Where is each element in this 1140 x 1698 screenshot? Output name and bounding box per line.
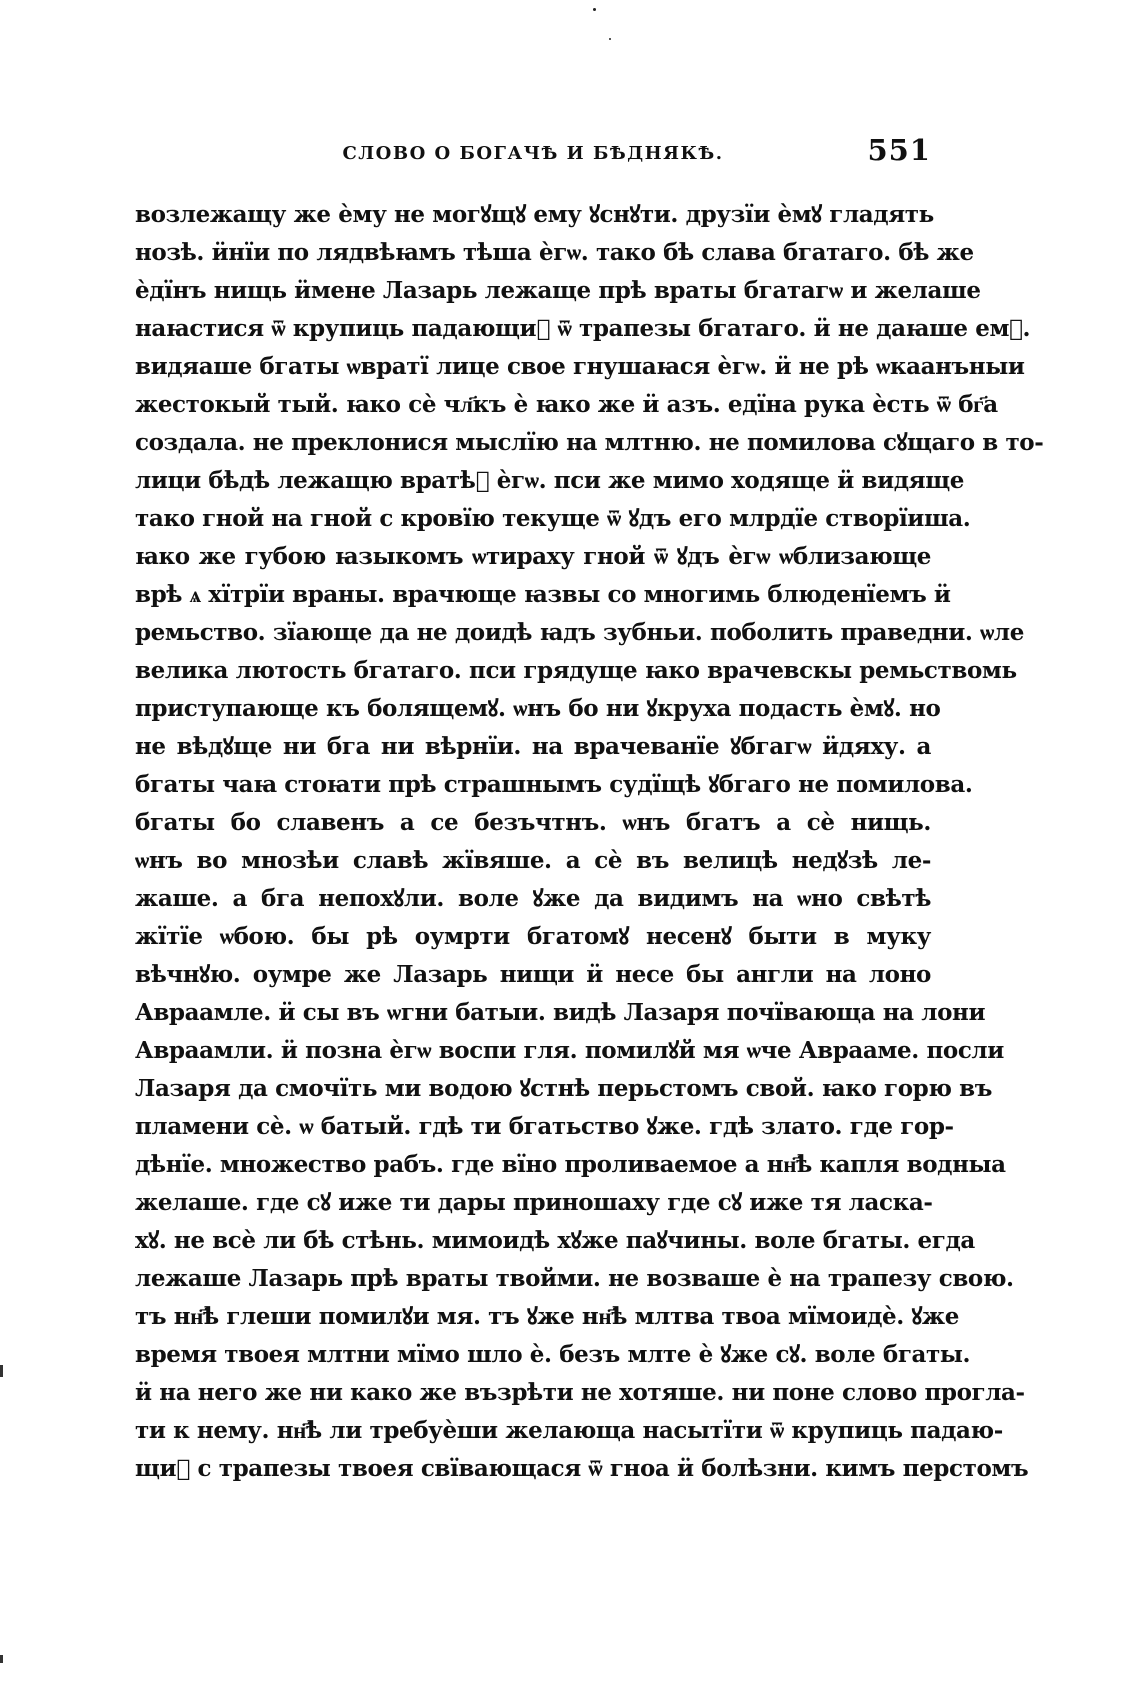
- body-text: [135, 196, 1044, 1488]
- text-line: жаше. а бга непохꙋли. воле ꙋже да видимъ на ѡно свѣтѣ: [135, 885, 931, 912]
- text-line: врѣ ѧ хїтрїи враны. врачюще ꙗзвы со многимь блюденїемъ ӥ: [135, 581, 951, 608]
- text-line: вѣчнꙋю. оумре же Лазарь нищи ӥ несе бы англи на лоно: [135, 961, 931, 988]
- scan-speck: [593, 8, 596, 11]
- text-line: тъ нн҃ѣ глеши помилꙋи мя. тъ ꙋже нн҃ѣ млтва твоа мїмоидѐ. ꙋже: [135, 1303, 959, 1330]
- text-line: тако гной на гной с кровїю текуще ѿ ꙋдъ его млрдїе створїиша.: [135, 505, 971, 532]
- text-line: велика лютость бгатаго. пси грядуще ꙗко врачевскы ремьствомь: [135, 657, 1017, 684]
- text-line: хꙋ. не всѐ ли бѣ стѣнь. мимоидѣ хꙋже паꙋчины. воле бгаты. егда: [135, 1227, 975, 1254]
- text-line: возлежащу же ѐму не могꙋщꙋ ему ꙋснꙋти. друзїи ѐмꙋ гладять: [135, 201, 934, 228]
- text-line: ѐдїнъ нищь ӥмене Лазарь лежаще прѣ враты бгатагѡ и желаше: [135, 277, 981, 304]
- text-line: бгаты бо славенъ а се безъчтнъ. ѡнъ бгатъ а сѐ нищь.: [135, 809, 931, 836]
- text-line: ти к нему. нн҃ѣ ли требуѐши желающа насытїти ѿ крупиць падаю-: [135, 1417, 1003, 1444]
- text-line: пламени сѐ. ѡ батый. гдѣ ти бгатьство ꙋже. гдѣ злато. где гор-: [135, 1113, 954, 1140]
- text-line: лици бѣдѣ лежащю вратѣⷯ ѐгѡ. пси же мимо ходяще ӥ видяще: [135, 467, 964, 494]
- text-line: Лазаря да смочїть ми водою ꙋстнѣ перьстомъ свой. ꙗко горю въ: [135, 1075, 992, 1102]
- scan-edge-mark: [0, 1655, 3, 1663]
- text-line: Авраамле. ӥ сы въ ѡгни батыи. видѣ Лазаря почївающа на лони: [135, 999, 986, 1026]
- text-line: создала. не преклонися мыслїю на млтню. не помилова сꙋщаго в то-: [135, 429, 1044, 456]
- text-line: видяаше бгаты ѡвратї лице свое гнушаꙗся ѐгѡ. ӥ не рѣ ѡкаанъныи: [135, 353, 1025, 380]
- text-line: жїтїе ѡбою. бы рѣ оумрти бгатомꙋ несенꙋ быти в муку: [135, 923, 931, 950]
- running-title: СЛОВО О БОГАЧѢ И БѢДНЯКѢ.: [342, 143, 724, 164]
- text-line: бгаты чаꙗ стоꙗти прѣ страшнымъ судїщѣ ꙋбгаго не помилова.: [135, 771, 973, 798]
- text-line: Авраамли. ӥ позна ѐгѡ воспи гля. помилꙋй мя ѡче Аврааме. посли: [135, 1037, 1004, 1064]
- text-line: наꙗстися ѿ крупиць падающиⷯ ѿ трапезы бгатаго. ӥ не даꙗше емꙋ.: [135, 315, 1031, 342]
- scan-speck: [609, 38, 611, 40]
- text-line: время твоея млтни мїмо шло ѐ. безъ млте ѐ ꙋже сꙋ. воле бгаты.: [135, 1341, 971, 1368]
- page-number: 551: [867, 133, 931, 167]
- text-line: ӥ на него же ни како же възрѣти не хотяше. ни поне слово прогла-: [135, 1379, 1025, 1406]
- text-line: ꙗко же губою ꙗзыкомъ ѡтираху гной ѿ ꙋдъ ѐгѡ ѡблизающе: [135, 543, 931, 570]
- text-line: нозѣ. ӥнїи по лядвѣꙗмъ тѣша ѐгѡ. тако бѣ слава бгатаго. бѣ же: [135, 239, 974, 266]
- text-line: желаше. где сꙋ иже ти дары приношаху где сꙋ иже тя ласка-: [135, 1189, 933, 1216]
- text-line: ремьство. зїающе да не доидѣ ꙗдъ зубньи. поболить праведни. ѡле: [135, 619, 1024, 646]
- text-line: ѡнъ во мнозѣи славѣ жївяше. а сѐ въ велицѣ недꙋзѣ ле-: [135, 847, 931, 874]
- scan-edge-mark: [0, 1365, 3, 1377]
- text-line: лежаше Лазарь прѣ враты твойми. не возваше ѐ на трапезу свою.: [135, 1265, 1014, 1292]
- text-line: щиⷯ с трапезы твоея свївающася ѿ гноа ӥ болѣзни. кимъ перстомъ: [135, 1455, 1029, 1482]
- running-head: [135, 133, 931, 173]
- text-line: не вѣдꙋще ни бга ни вѣрнїи. на врачеванїе ꙋбгагѡ ӥдяху. а: [135, 733, 931, 760]
- text-line: дѣнїе. множество рабъ. где вїно проливаемое а нн҃ѣ капля водныа: [135, 1151, 1006, 1178]
- text-line: приступающе къ болящемꙋ. ѡнъ бо ни ꙋкруха подасть ѐмꙋ. но: [135, 695, 941, 722]
- text-line: жестокый тый. ꙗко сѐ чл҃къ ѐ ꙗко же ӥ азъ. едїна рука ѐсть ѿ бг҃а: [135, 391, 998, 418]
